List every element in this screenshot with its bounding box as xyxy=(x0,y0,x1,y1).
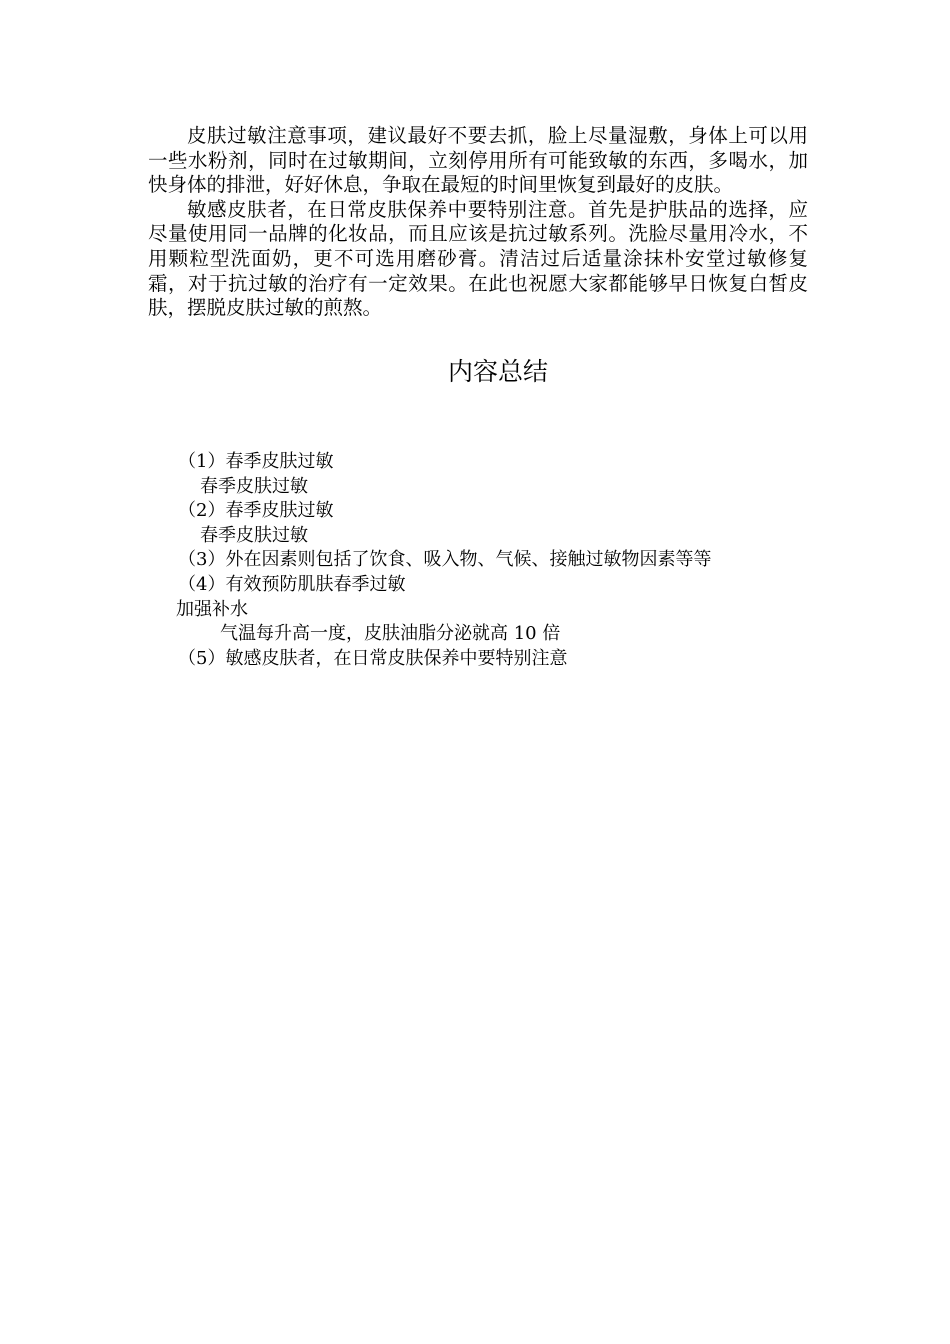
summary-item-1: （1）春季皮肤过敏 xyxy=(178,451,334,472)
summary-item-4-detail: 气温每升高一度，皮肤油脂分泌就高 10 倍 xyxy=(220,623,561,645)
summary-item-5: （5）敏感皮肤者，在日常皮肤保养中要特别注意 xyxy=(178,647,568,669)
summary-item-2: （2）春季皮肤过敏 xyxy=(178,500,334,522)
summary-item-3: （3）外在因素则包括了饮食、吸入物、气候、接触过敏物因素等等 xyxy=(178,549,712,571)
summary-item-4: （4）有效预防肌肤春季过敏 xyxy=(178,573,406,595)
summary-item-2-sub: 春季皮肤过敏 xyxy=(200,524,308,546)
summary-item-4-sub: 加强补水 xyxy=(176,598,248,620)
summary-list xyxy=(176,450,840,671)
summary-item-1-sub: 春季皮肤过敏 xyxy=(200,475,308,497)
body-text xyxy=(148,124,808,321)
paragraph-skin-allergy-precautions: 皮肤过敏注意事项，建议最好不要去抓，脸上尽量湿敷，身体上可以用一些水粉剂，同时在过敏期间，立刻停用所有可能致敏的东西，多喝水，加快身体的排泄，好好休息，争取在最短的时间里恢复到最好的皮肤。 xyxy=(148,124,808,197)
summary-title: 内容总结 xyxy=(447,357,548,386)
paragraph-sensitive-skin-care: 敏感皮肤者，在日常皮肤保养中要特别注意。首先是护肤品的选择，应尽量使用同一品牌的化妆品，而且应该是抗过敏系列。洗脸尽量用冷水，不用颗粒型洗面奶，更不可选用磨砂膏。清洁过后适量涂抹朴安堂过敏修复霜，对于抗过敏的治疗有一定效果。在此也祝愿大家都能够早日恢复白皙皮肤，摆脱皮肤过敏的煎熬。 xyxy=(148,197,808,320)
